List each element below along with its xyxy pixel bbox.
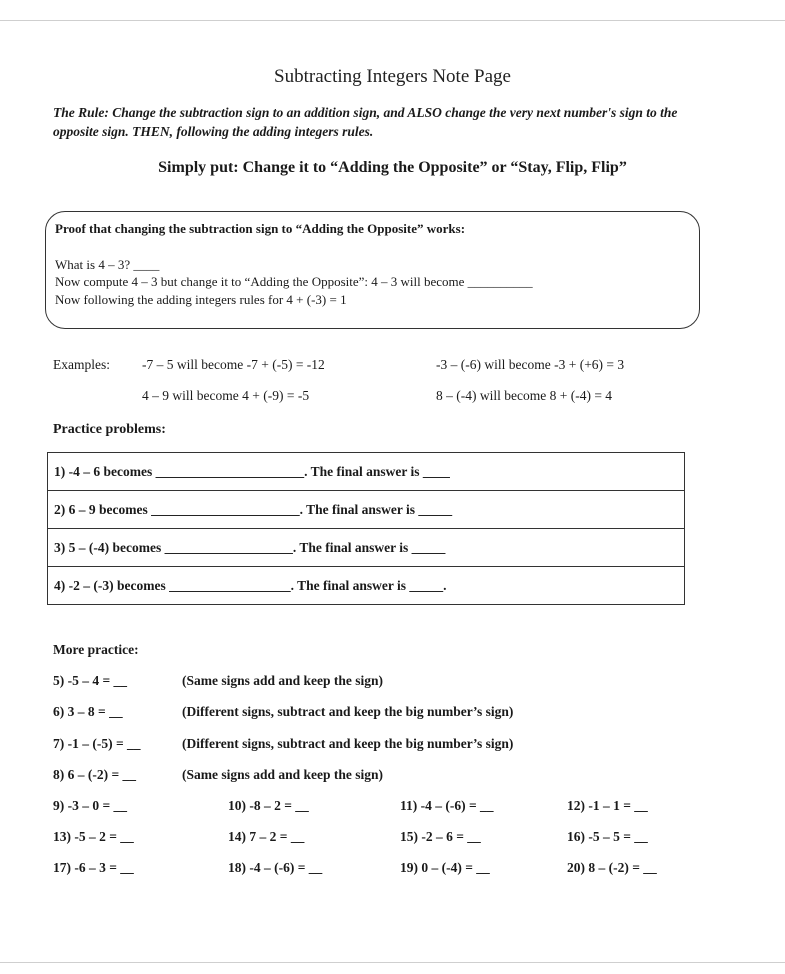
example-2: -3 – (-6) will become -3 + (+6) = 3 <box>436 357 625 372</box>
grid-problem: 18) -4 – (-6) = __ <box>228 860 323 875</box>
proof-line-1: What is 4 – 3? ____ <box>55 257 160 272</box>
grid-problem: 10) -8 – 2 = __ <box>228 798 309 813</box>
grid-problem: 11) -4 – (-6) = __ <box>400 798 494 813</box>
more-practice-problem: 8) 6 – (-2) = __ <box>53 767 137 782</box>
examples-label: Examples: <box>53 357 110 372</box>
simply-put: Simply put: Change it to “Adding the Opposite” or “Stay, Flip, Flip” <box>158 159 627 176</box>
table-row <box>48 529 685 567</box>
more-practice-problem: 6) 3 – 8 = __ <box>53 704 123 719</box>
grid-problem: 12) -1 – 1 = __ <box>567 798 648 813</box>
more-practice-problem: 5) -5 – 4 = __ <box>53 673 128 688</box>
practice-heading: Practice problems: <box>53 422 166 437</box>
practice-problem[interactable]: 3) 5 – (-4) becomes ___________________. The final answer is _____ <box>48 529 685 567</box>
table-row <box>48 567 685 605</box>
rule-text: The Rule: Change the subtraction sign to an addition sign, and ALSO change the very next number's sign to the opposite sign. THEN, following the adding integers rules. <box>53 105 678 139</box>
example-4: 8 – (-4) will become 8 + (-4) = 4 <box>436 388 613 403</box>
more-practice-hint: (Same signs add and keep the sign) <box>182 767 384 782</box>
table-row <box>48 453 685 491</box>
practice-problem[interactable]: 4) -2 – (-3) becomes __________________. The final answer is _____. <box>48 567 685 605</box>
grid-problem: 17) -6 – 3 = __ <box>53 860 134 875</box>
grid-problem: 9) -3 – 0 = __ <box>53 798 128 813</box>
page-title: Subtracting Integers Note Page <box>274 66 511 87</box>
proof-line-3: Now following the adding integers rules for 4 + (-3) = 1 <box>55 292 347 307</box>
more-practice-hint: (Different signs, subtract and keep the big number’s sign) <box>182 704 514 719</box>
proof-heading: Proof that changing the subtraction sign to “Adding the Opposite” works: <box>55 221 466 236</box>
practice-problem[interactable]: 2) 6 – 9 becomes ______________________. The final answer is _____ <box>48 491 685 529</box>
grid-problem: 15) -2 – 6 = __ <box>400 829 481 844</box>
proof-line-2: Now compute 4 – 3 but change it to “Adding the Opposite”: 4 – 3 will become __________ <box>55 274 533 289</box>
grid-problem: 16) -5 – 5 = __ <box>567 829 648 844</box>
practice-problem[interactable]: 1) -4 – 6 becomes ______________________. The final answer is ____ <box>48 453 685 491</box>
more-practice-hint: (Different signs, subtract and keep the big number’s sign) <box>182 736 514 751</box>
grid-problem: 20) 8 – (-2) = __ <box>567 860 657 875</box>
practice-table <box>47 452 685 605</box>
example-3: 4 – 9 will become 4 + (-9) = -5 <box>142 388 310 403</box>
more-practice-hint: (Same signs add and keep the sign) <box>182 673 384 688</box>
grid-problem: 19) 0 – (-4) = __ <box>400 860 490 875</box>
more-practice-problem: 7) -1 – (-5) = __ <box>53 736 141 751</box>
grid-problem: 14) 7 – 2 = __ <box>228 829 305 844</box>
more-practice-heading: More practice: <box>53 642 139 657</box>
table-row <box>48 491 685 529</box>
page-top-edge <box>0 20 785 21</box>
page-bottom-edge <box>0 962 785 963</box>
grid-problem: 13) -5 – 2 = __ <box>53 829 134 844</box>
example-1: -7 – 5 will become -7 + (-5) = -12 <box>142 357 325 372</box>
